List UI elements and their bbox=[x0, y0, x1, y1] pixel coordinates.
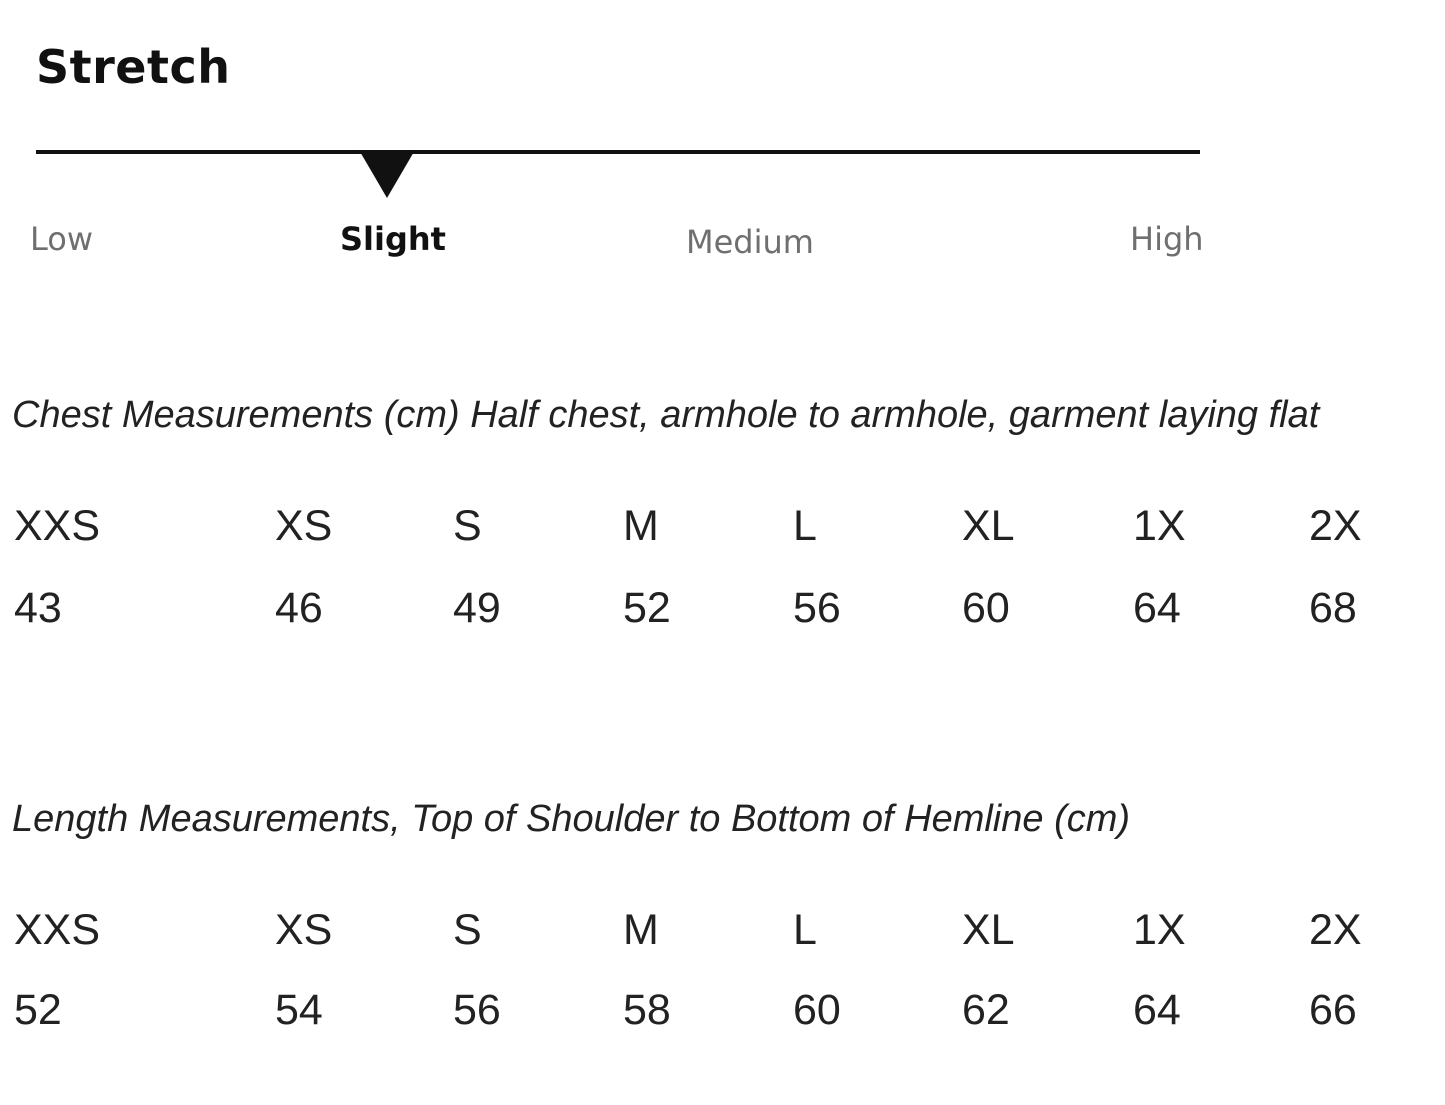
chest-size-row bbox=[0, 502, 1445, 558]
stretch-level-marker bbox=[359, 150, 415, 198]
size-label: 2X bbox=[1309, 906, 1362, 954]
stretch-scale-track bbox=[36, 150, 1200, 154]
length-value: 52 bbox=[14, 986, 62, 1034]
size-label: S bbox=[453, 502, 482, 550]
chest-value: 52 bbox=[623, 584, 671, 632]
stretch-title: Stretch bbox=[36, 40, 231, 94]
chest-measurements-heading: Chest Measurements (cm) Half chest, armhole to armhole, garment laying flat bbox=[12, 394, 1320, 436]
length-value: 66 bbox=[1309, 986, 1357, 1034]
stretch-level-high: High bbox=[1130, 220, 1204, 258]
length-value: 62 bbox=[962, 986, 1010, 1034]
size-label: 2X bbox=[1309, 502, 1362, 550]
stretch-level-slight: Slight bbox=[340, 220, 446, 258]
chest-value: 46 bbox=[275, 584, 323, 632]
chest-value: 68 bbox=[1309, 584, 1357, 632]
chest-value: 49 bbox=[453, 584, 501, 632]
size-label: XS bbox=[275, 502, 333, 550]
length-measurements-heading: Length Measurements, Top of Shoulder to Bottom of Hemline (cm) bbox=[12, 798, 1131, 840]
size-label: XL bbox=[962, 906, 1015, 954]
size-label: M bbox=[623, 906, 659, 954]
length-value-row bbox=[0, 986, 1445, 1042]
size-label: M bbox=[623, 502, 659, 550]
stretch-level-medium: Medium bbox=[686, 223, 814, 261]
chest-value: 60 bbox=[962, 584, 1010, 632]
chest-value-row bbox=[0, 584, 1445, 640]
length-value: 64 bbox=[1133, 986, 1181, 1034]
size-label: 1X bbox=[1133, 502, 1186, 550]
size-label: S bbox=[453, 906, 482, 954]
length-value: 58 bbox=[623, 986, 671, 1034]
chest-value: 56 bbox=[793, 584, 841, 632]
chest-value: 64 bbox=[1133, 584, 1181, 632]
size-label: XXS bbox=[14, 502, 101, 550]
size-label: XS bbox=[275, 906, 333, 954]
size-label: L bbox=[793, 906, 817, 954]
chest-value: 43 bbox=[14, 584, 62, 632]
length-value: 56 bbox=[453, 986, 501, 1034]
stretch-level-low: Low bbox=[30, 220, 94, 258]
size-label: 1X bbox=[1133, 906, 1186, 954]
size-label: XL bbox=[962, 502, 1015, 550]
size-label: XXS bbox=[14, 906, 101, 954]
length-size-row bbox=[0, 906, 1445, 962]
length-value: 54 bbox=[275, 986, 323, 1034]
length-value: 60 bbox=[793, 986, 841, 1034]
size-label: L bbox=[793, 502, 817, 550]
